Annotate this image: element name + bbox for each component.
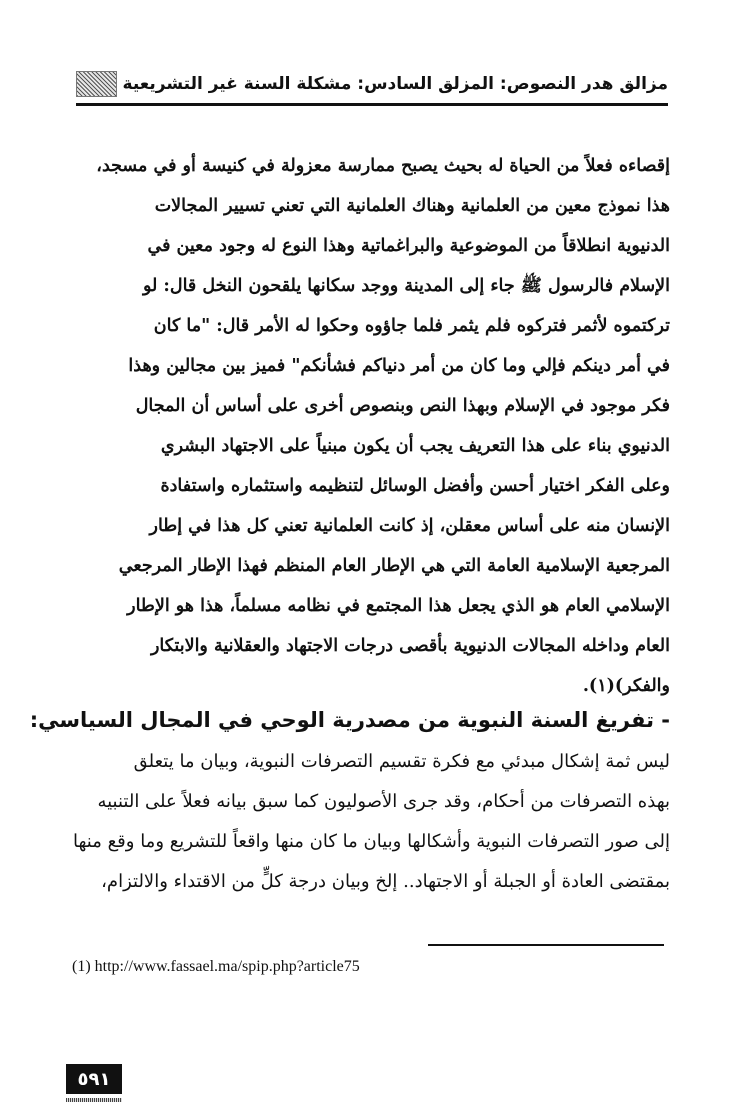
text-line: الإنسان منه على أساس معقلن، إذ كانت العلمانية تعني كل هذا في إطار (149, 516, 670, 536)
paragraph-1 (70, 146, 670, 706)
text-line: هذا نموذج معين من العلمانية وهناك العلمانية التي تعني تسيير المجالات (154, 196, 670, 216)
header-title: مزالق هدر النصوص: المزلق السادس: مشكلة السنة غير التشريعية (122, 73, 668, 94)
page-number-ornament (66, 1098, 122, 1102)
text-line: تركتموه لأثمر فتركوه فلم يثمر فلما جاؤوه وحكوا له الأمر قال: "ما كان (153, 316, 670, 336)
text-line: فكر موجود في الإسلام وبهذا النص وبنصوص أخرى على أساس أن المجال (135, 396, 670, 416)
text-line: الدنيوية انطلاقاً من الموضوعية والبراغماتية وهذا النوع له وجود معين في (147, 236, 670, 256)
text-line: بمقتضى العادة أو الجبلة أو الاجتهاد.. إلخ وبيان درجة كلٍّ من الاقتداء والالتزام، (101, 871, 670, 892)
text-line: والفكر)(١). (582, 676, 670, 696)
text-line: الدنيوي بناء على هذا التعريف يجب أن يكون مبنياً على الاجتهاد البشري (160, 436, 670, 456)
section-subheading: - تفريغ السنة النبوية من مصدرية الوحي في المجال السياسي: (29, 708, 670, 732)
text-line: الإسلامي العام هو الذي يجعل هذا المجتمع في نظامه مسلماً، هذا هو الإطار (127, 596, 670, 616)
text-line: المرجعية الإسلامية العامة التي هي الإطار العام المنظم فهذا الإطار المرجعي (118, 556, 670, 576)
text-line: إقصاءه فعلاً من الحياة له بحيث يصبح ممارسة معزولة في كنيسة أو في مسجد، (96, 156, 670, 176)
footnote: (1) http://www.fassael.ma/spip.php?article75 (72, 958, 360, 975)
paragraph-2 (70, 742, 670, 902)
text-line: الإسلام فالرسول ﷺ جاء إلى المدينة ووجد سكانها يلقحون النخل قال: لو (142, 276, 670, 296)
text-line: في أمر دينكم فإلي وما كان من أمر دنياكم فشأنكم" فميز بين مجالين وهذا (128, 356, 670, 376)
header-rule (76, 103, 668, 106)
page-number: ٥٩١ (66, 1064, 122, 1094)
text-line: ليس ثمة إشكال مبدئي مع فكرة تقسيم التصرفات النبوية، وبيان ما يتعلق (133, 751, 670, 772)
footnote-separator (428, 944, 664, 946)
text-line: إلى صور التصرفات النبوية وأشكالها وبيان ما كان منها واقعاً للتشريع وما وقع منها (73, 831, 670, 852)
text-line: العام وداخله المجالات الدنيوية بأقصى درجات الاجتهاد والعقلانية والابتكار (150, 636, 670, 656)
running-header (76, 68, 668, 100)
text-line: بهذه التصرفات من أحكام، وقد جرى الأصوليون كما سبق بيانه فعلاً على التنبيه (97, 791, 670, 812)
header-pattern-ornament (76, 71, 117, 97)
text-line: وعلى الفكر اختيار أحسن وأفضل الوسائل لتنظيمه واستثماره واستفادة (160, 476, 670, 496)
